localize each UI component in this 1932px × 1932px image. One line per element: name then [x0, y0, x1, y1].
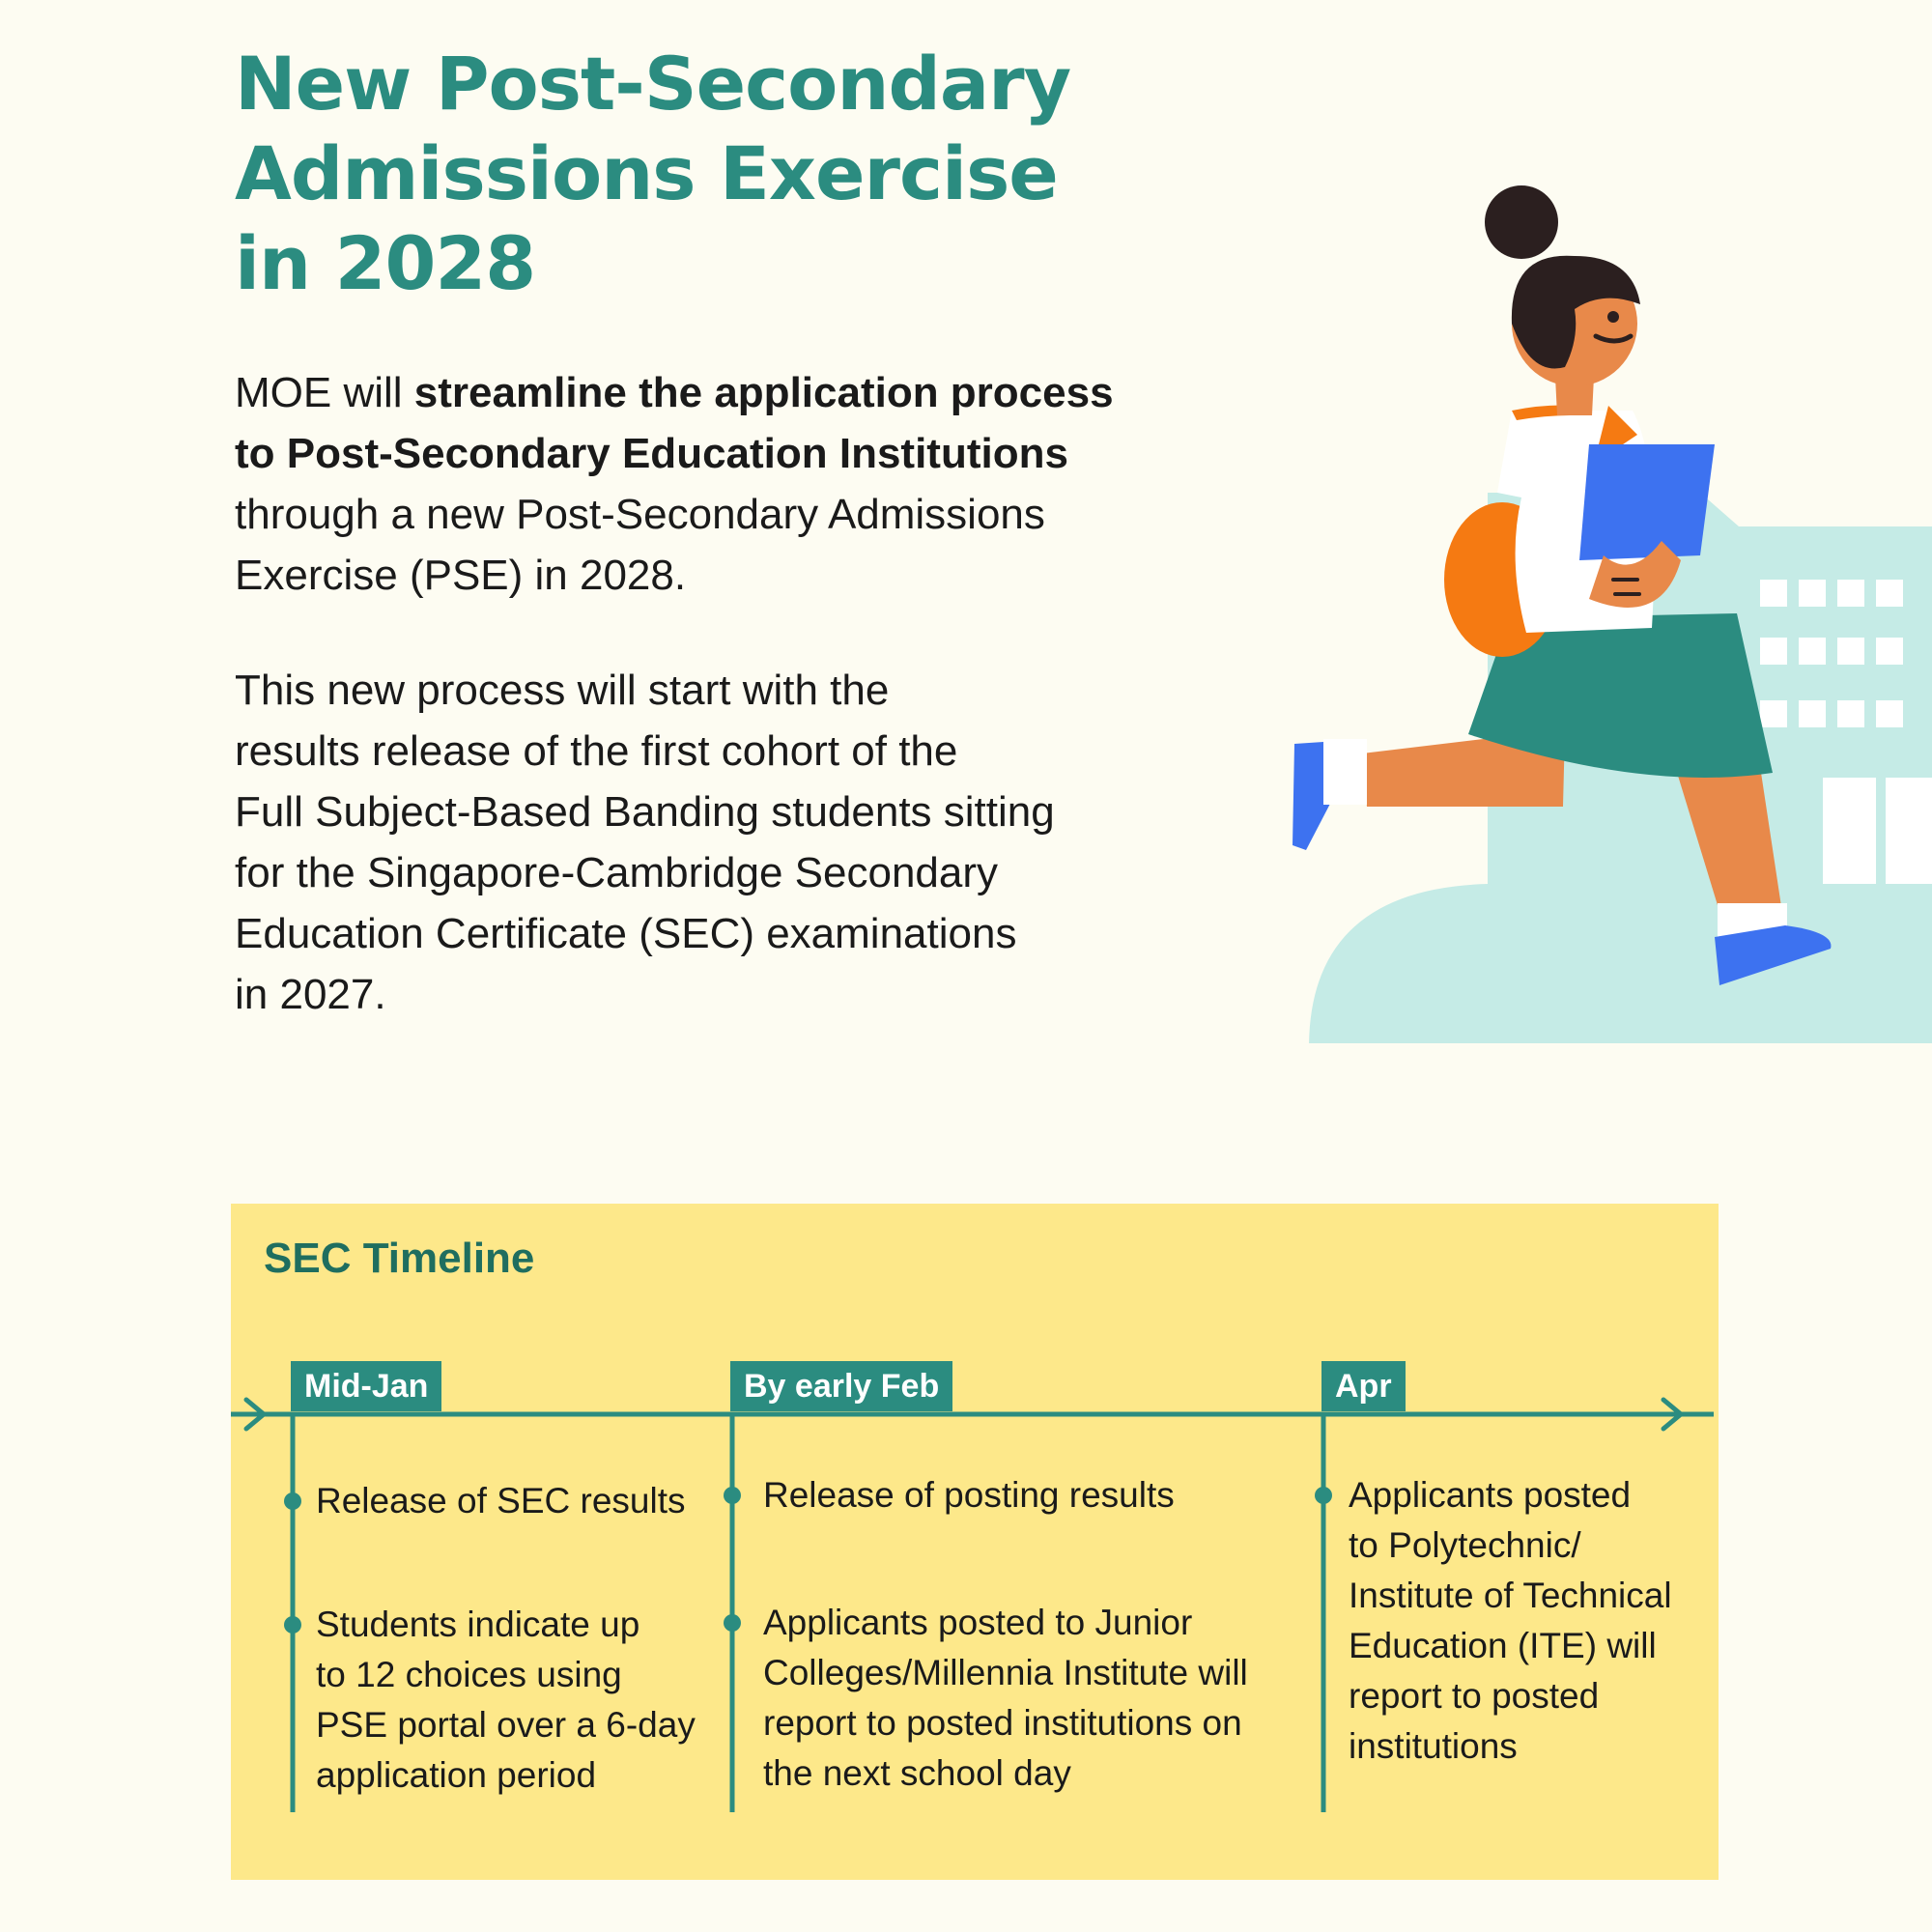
intro-bold-text-2: to Post-Secondary Education Institutions — [235, 430, 1068, 477]
title-line-3: in 2028 — [235, 220, 536, 306]
bullet-dot — [284, 1616, 301, 1634]
timeline-title: SEC Timeline — [264, 1235, 535, 1282]
title-line-2: Admissions Exercise — [235, 130, 1058, 216]
p2-line-2: results release of the first cohort of the — [235, 727, 958, 775]
bullet-dot — [1315, 1487, 1332, 1504]
timeline-item-poly-ite-report: Applicants posted to Polytechnic/ Institute of Technical Education (ITE) will report to posted institutions — [1349, 1475, 1672, 1766]
timeline-item-jc-report: Applicants posted to Junior Colleges/Millennia Institute will report to posted institutions on the next school day — [763, 1603, 1248, 1793]
timeline-item-release-posting-results: Release of posting results — [763, 1475, 1175, 1515]
intro-bold-text-1: streamline the application process — [413, 369, 1114, 416]
timeline-item-indicate-choices: Students indicate up to 12 choices using PSE portal over a 6-day application period — [316, 1605, 696, 1795]
p2-line-6: in 2027. — [235, 971, 386, 1018]
intro-line-4: Exercise (PSE) in 2028. — [235, 552, 687, 599]
bullet-dot — [724, 1614, 741, 1632]
timeline-label-mid-jan: Mid-Jan — [291, 1361, 441, 1411]
title-line-1: New Post-Secondary — [235, 41, 1071, 127]
intro-plain-text: MOE will — [235, 369, 414, 416]
p2-line-4: for the Singapore-Cambridge Secondary — [235, 849, 999, 896]
p2-line-1: This new process will start with the — [235, 667, 890, 714]
student-illustration — [1256, 174, 1932, 1043]
bullet-dot — [724, 1487, 741, 1504]
p2-line-5: Education Certificate (SEC) examinations — [235, 910, 1017, 957]
p2-line-3: Full Subject-Based Banding students sitting — [235, 788, 1055, 836]
bullet-dot — [284, 1492, 301, 1510]
intro-paragraph-2 — [235, 660, 1201, 1025]
timeline-item-release-sec-results: Release of SEC results — [316, 1481, 686, 1520]
timeline-label-apr: Apr — [1321, 1361, 1406, 1411]
timeline-label-early-feb: By early Feb — [730, 1361, 952, 1411]
intro-line-3: through a new Post-Secondary Admissions — [235, 491, 1045, 538]
sec-timeline-panel — [231, 1204, 1719, 1880]
page-title — [235, 39, 1201, 308]
intro-paragraph-1 — [235, 362, 1201, 606]
